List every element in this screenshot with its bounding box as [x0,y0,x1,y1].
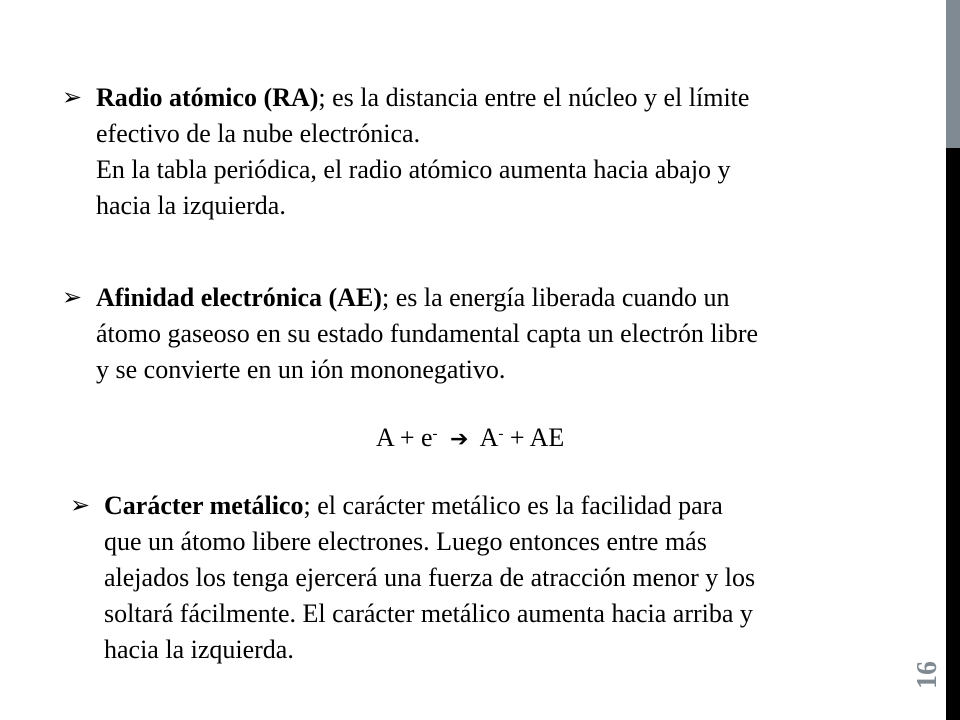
slide-number [908,640,948,710]
bullet-radio-atomico [62,80,749,224]
bullet-afinidad-electronica [62,280,758,388]
equation-electron-charge: - [432,426,438,442]
radio-atomico-line-4: hacia la izquierda. [96,191,286,220]
caracter-term: Carácter metálico [104,491,304,520]
reaction-arrow-icon: ➔ [450,426,469,451]
equation-rhs-atom: A [479,423,499,452]
bullet-caracter-metalico [70,488,755,668]
radio-atomico-term: Radio atómico (RA) [96,83,319,112]
slide-number-text: 16 [912,661,943,689]
caracter-line-2: que un átomo libere electrones. Luego entonces entre más [104,527,707,556]
afinidad-line-3: y se convierte en un ión mononegativo. [96,355,506,384]
bullet-arrow-icon: ➢ [70,493,91,519]
radio-atomico-line-2: efectivo de la nube electrónica. [96,119,421,148]
side-bar-accent [946,0,960,148]
caracter-line-4: soltará fácilmente. El carácter metálico aumenta hacia arriba y [104,599,753,628]
bullet-arrow-icon: ➢ [62,85,83,111]
afinidad-line-2: átomo gaseoso en su estado fundamental capta un electrón libre [96,319,759,348]
caracter-line-3: alejados los tenga ejercerá una fuerza de atracción menor y los [104,563,756,592]
afinidad-term: Afinidad electrónica (AE) [96,283,382,312]
afinidad-line-1: Afinidad electrónica (AE); es la energía liberada cuando un [96,283,730,312]
side-bar-dark [946,148,960,720]
equation-lhs: A + e [376,423,433,452]
bullet-arrow-icon: ➢ [62,285,83,311]
radio-atomico-line-1: Radio atómico (RA); es la distancia entre el núcleo y el límite [96,83,750,112]
equation-anion-charge: - [498,426,504,442]
caracter-line-1: Carácter metálico; el carácter metálico es la facilidad para [104,491,723,520]
radio-atomico-line-3: En la tabla periódica, el radio atómico aumenta hacia abajo y [96,155,731,184]
equation-rhs-rest: + AE [503,423,565,452]
caracter-line-5: hacia la izquierda. [104,635,294,664]
affinity-equation [376,420,564,457]
